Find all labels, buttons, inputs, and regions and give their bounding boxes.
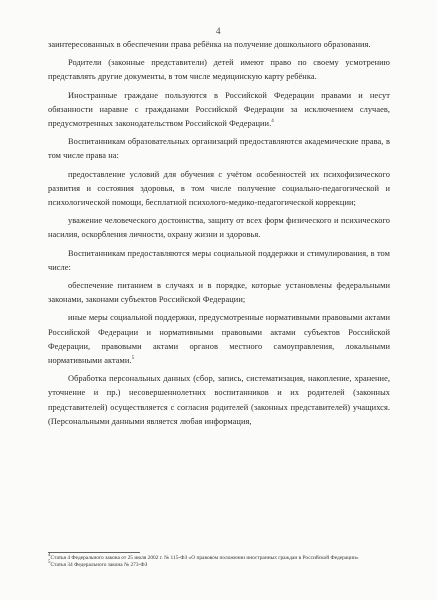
paragraph-1: заинтересованных в обеспечении права ребёнка на получение дошкольного образования.	[48, 40, 371, 49]
footnote-mark-2: 5	[131, 356, 135, 362]
footnote-divider	[48, 552, 140, 553]
paragraph-6: уважение человеческого достоинства, защиту от всех форм физического и психического насилия, оскорбления личности, охрану жизни и здоровья.	[48, 216, 390, 240]
paragraph-2: Родители (законные представители) детей имеют право по своему усмотрению представлять другие документы, в том числе медицинскую карту ребёнка.	[48, 58, 390, 82]
paragraph-9	[48, 311, 390, 368]
footnote-mark-1: 4	[271, 119, 274, 125]
paragraph-4: Воспитанникам образовательных организаций предоставляются академические права, в том числе права на:	[48, 137, 390, 161]
paragraph-5: предоставление условий для обучения с учётом особенностей их психофизического развития и состояния здоровья, в том числе получение социально-педагогической и психологической помощи, бесплатной психолого-медико-педагогической коррекции;	[48, 169, 390, 208]
paragraph-3-text: Иностранные граждане пользуются в Российской Федерации правами и несут обязанности наравне с гражданами Российской Федерации за исключением случаев, предусмотренных законодательством Российской Федерации.	[48, 90, 390, 129]
footnote-1-mark: 4	[48, 553, 51, 559]
document-body	[48, 38, 390, 433]
footnotes	[48, 555, 388, 570]
footnote-2-mark: 5	[48, 560, 51, 566]
footnote-2	[48, 562, 388, 569]
paragraph-7: Воспитанникам предоставляются меры социальной поддержки и стимулирования, в том числе:	[48, 248, 390, 272]
page-number: 4	[216, 26, 221, 36]
paragraph-8: обеспечение питанием в случаях и в порядке, которые установлены федеральными законами, законами субъектов Российской Федерации;	[48, 281, 390, 305]
paragraph-10: Обработка персональных данных (сбор, запись, систематизация, накопление, хранение, уточнение и пр.) несовершеннолетних воспитанников и их родителей (законных представителей) осуществляется с согласия родителей (законных представителей) учащихся. (Персональными данными является любая информация,	[48, 374, 390, 426]
paragraph-3	[48, 89, 390, 132]
footnote-1-text: Статья 4 Федерального закона от 25 июля 2002 г. № 115-ФЗ «О правовом положении иностранных граждан в Российской Федерации»	[50, 555, 359, 561]
footnote-2-text: Статья 34 Федерального закона № 273-ФЗ	[50, 562, 148, 569]
paragraph-9-text: иные меры социальной поддержки, предусмотренные нормативными правовыми актами Российской Федерации и нормативными правовыми актами субъектов Российской Федерации, правовыми актами органов местного самоуправления, локальными нормативными актами.	[48, 313, 390, 366]
